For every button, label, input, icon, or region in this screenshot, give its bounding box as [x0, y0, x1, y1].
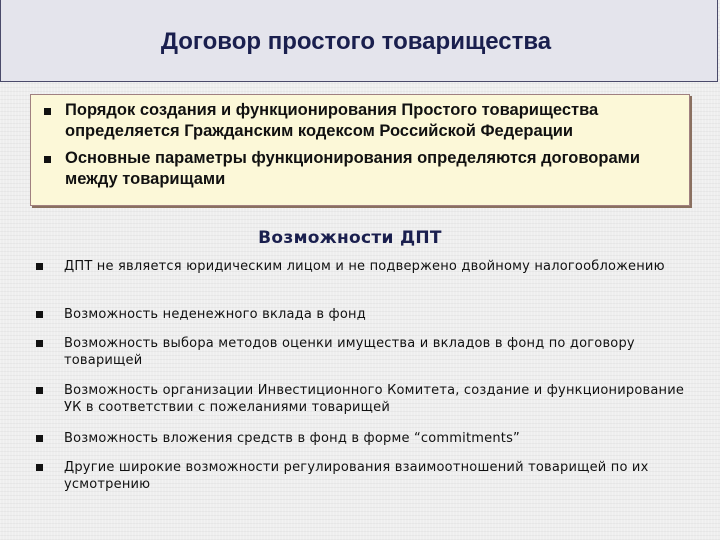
list-item: Возможность выбора методов оценки имущества и вкладов в фонд по договору товарищей: [64, 336, 635, 368]
intro-item: Основные параметры функционирования определяются договорами между товарищами: [65, 149, 640, 188]
square-bullet-icon: [44, 156, 51, 163]
square-bullet-icon: [36, 387, 43, 394]
list-item: Возможность вложения средств в фонд в форме “commitments”: [64, 431, 520, 446]
intro-item: Порядок создания и функционирования Простого товарищества определяется Гражданским кодексом Российской Федерации: [65, 101, 599, 140]
highlight-box: [30, 94, 690, 206]
list-item: Возможность организации Инвестиционного Комитета, создание и функционирование УК в соответствии с пожеланиями товарищей: [64, 383, 685, 415]
list-item: Другие широкие возможности регулирования взаимоотношений товарищей по их усмотрению: [64, 460, 649, 492]
list-item: ДПТ не является юридическим лицом и не подвержено двойному налогообложению: [64, 259, 665, 274]
square-bullet-icon: [36, 340, 43, 347]
section-heading: Возможности ДПТ: [258, 228, 442, 248]
square-bullet-icon: [36, 435, 43, 442]
list-item: Возможность неденежного вклада в фонд: [64, 307, 366, 322]
page-title: Договор простого товарищества: [160, 28, 552, 55]
square-bullet-icon: [36, 464, 43, 471]
square-bullet-icon: [36, 311, 43, 318]
title-bar: [0, 0, 718, 82]
square-bullet-icon: [44, 108, 51, 115]
square-bullet-icon: [36, 263, 43, 270]
